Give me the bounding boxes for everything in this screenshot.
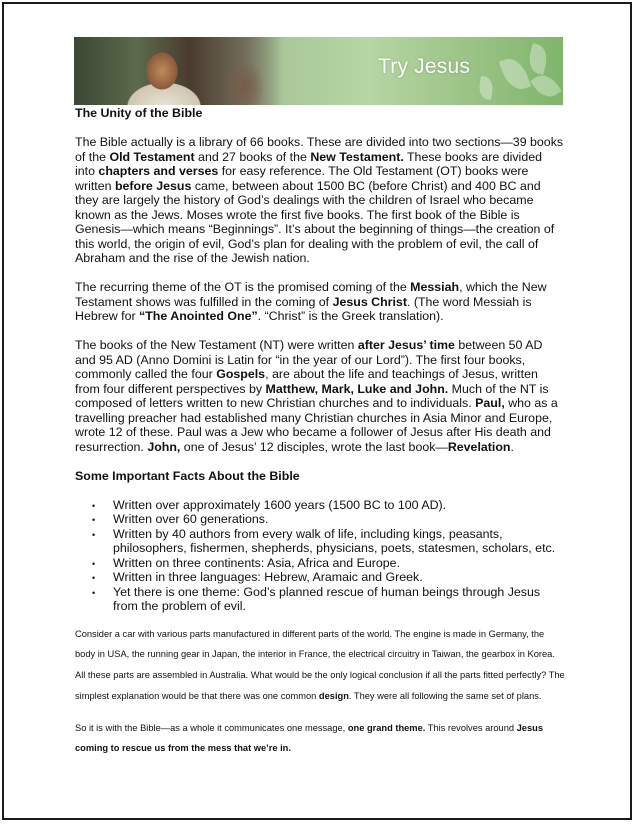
leaf-decoration <box>477 76 495 100</box>
paragraph-new-testament: The books of the New Testament (NT) were written after Jesus’ time between 50 AD and 95 AD (Anno Domini is Latin for “in the year of our Lord”). The first four books, commonly called the four Gospels, are about the life and teachings of Jesus, written from four different perspectives by Matthew, Mark, Luke and John. Much of the NT is composed of letters written to new Christian churches and to individuals. Paul, who as a travelling preacher had established many Christian churches in Asia Minor and Europe, wrote 12 of these. Paul was a Jew who became a follower of Jesus after His death and resurrection. John, one of Jesus’ 12 disciples, wrote the last book—Revelation. <box>75 338 558 454</box>
banner-photo <box>74 37 284 105</box>
paragraph-messiah: The recurring theme of the OT is the promised coming of the Messiah, which the New Testament shows was fulfilled in the coming of Jesus Christ. (The word Messiah is Hebrew for “The Anointed One”. “Christ” is the Greek translation). <box>75 280 547 323</box>
leaf-decoration <box>530 70 561 103</box>
list-item: • Written in three languages: Hebrew, Aramaic and Greek. <box>113 570 565 585</box>
heading-facts: Some Important Facts About the Bible <box>75 468 300 483</box>
paragraph-one-theme: So it is with the Bible—as a whole it communicates one message, one grand theme. This revolves around Jesus coming to rescue us from the mess that we’re in. <box>75 722 544 754</box>
paragraph-bible-library: The Bible actually is a library of 66 books. These are divided into two sections—39 books of the Old Testament and 27 books of the New Testament. These books are divided into chapters and verses for easy reference. The Old Testament (OT) books were written before Jesus came, between about 1500 BC (before Christ) and 400 BC and they are largely the history of God’s dealings with the children of Israel who became known as the Jews. Moses wrote the first five books. The first book of the Bible is Genesis—which means “Beginnings”. It’s about the beginning of things—the creation of this world, the origin of evil, God’s plan for dealing with the problem of evil, the call of Abraham and the rise of the Jewish nation. <box>75 135 564 265</box>
document-body <box>75 106 565 759</box>
try-jesus-banner <box>74 37 563 105</box>
paragraph-car-analogy: Consider a car with various parts manufactured in different parts of the world. The engine is made in Germany, the body in USA, the running gear in Japan, the interior in France, the electrical circuitry in Taiwan, the gearbox in Korea. All these parts are assembled in Australia. What would be the only logical conclusion if all the parts fitted perfectly? The simplest explanation would be that there was one common design. They were all following the same set of plans. <box>75 628 565 701</box>
list-item: • Written over approximately 1600 years (1500 BC to 100 AD). <box>113 498 565 513</box>
facts-list <box>75 498 565 614</box>
heading-unity: The Unity of the Bible <box>75 106 203 120</box>
leaf-decoration <box>526 43 551 75</box>
list-item: • Written by 40 authors from every walk of life, including kings, peasants, philosophers, fishermen, shepherds, physicians, poets, statesmen, scholars, etc. <box>113 527 565 556</box>
list-item: • Written over 60 generations. <box>113 512 565 527</box>
list-item: • Written on three continents: Asia, Africa and Europe. <box>113 556 565 571</box>
leaf-decoration <box>499 54 531 93</box>
list-item: • Yet there is one theme: God’s planned rescue of human beings through Jesus from the problem of evil. <box>113 585 565 614</box>
banner-title: Try Jesus <box>378 55 471 78</box>
